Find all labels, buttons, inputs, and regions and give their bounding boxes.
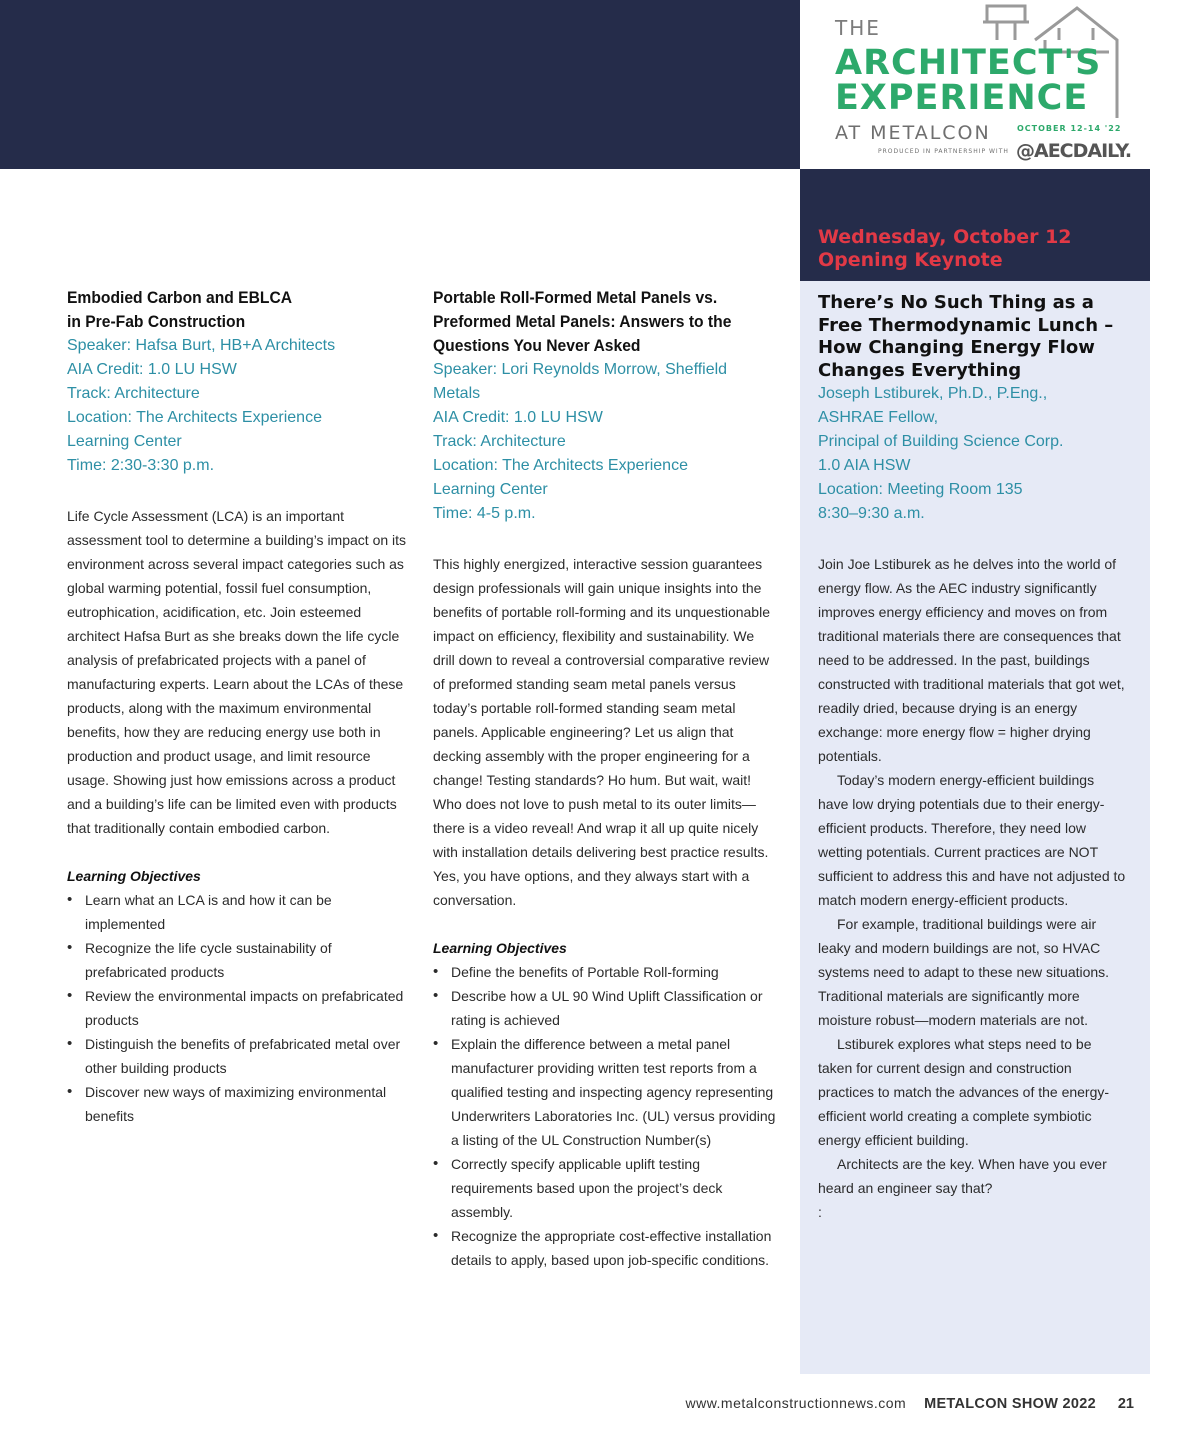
keynote-paragraph: Today’s modern energy-efficient buildings have low drying potentials due to their energy-efficient products. Therefore, they need low wetting potentials. Current practices are NOT sufficient to address this and have not adjusted to match modern energy-efficient products. <box>818 772 1126 908</box>
logo-title-line2: EXPERIENCE <box>835 78 1089 118</box>
keynote-speaker-company: Principal of Building Science Corp. <box>818 433 1064 450</box>
keynote-paragraph: Lstiburek explores what steps need to be taken for current design and construction practices to match the advances of the energy-efficient world creating a complete symbiotic energy efficient building. <box>818 1036 1110 1148</box>
session-speaker: Speaker: Hafsa Burt, HB+A Architects <box>67 337 336 354</box>
footer-show-name: METALCON SHOW 2022 <box>924 1396 1096 1412</box>
session-title: Portable Roll-Formed Metal Panels vs. Preformed Metal Panels: Answers to the Questions You Never Asked <box>433 288 732 355</box>
footer-url[interactable]: www.metalconstructionnews.com <box>685 1395 907 1411</box>
session-credit: AIA Credit: 1.0 LU HSW <box>433 409 603 426</box>
objective-item: • Explain the difference between a metal panel manufacturer providing written test reports from a qualified testing and inspecting agency representing Underwriters Laboratories Inc. (UL) versus providing a listing of the UL Construction Number(s) <box>433 1032 778 1152</box>
sidebar-heading <box>818 226 1072 272</box>
logo-at-metalcon: AT METALCON <box>835 122 991 144</box>
logo-title-line1: ARCHITECT'S <box>835 43 1102 83</box>
session-credit: AIA Credit: 1.0 LU HSW <box>67 361 237 378</box>
architects-experience-logo <box>800 0 1150 169</box>
objectives-heading: Learning Objectives <box>433 940 567 956</box>
sidebar-header <box>800 169 1150 281</box>
header-band <box>0 0 800 169</box>
keynote-title: There’s No Such Thing as a Free Thermodynamic Lunch – How Changing Energy Flow Changes Everything <box>818 292 1114 381</box>
session-roll-formed-panels <box>433 286 778 1272</box>
keynote-speaker-title: ASHRAE Fellow, <box>818 409 939 426</box>
keynote-paragraph: Join Joe Lstiburek as he delves into the world of energy flow. As the AEC industry significantly improves energy efficiency and moves on from traditional materials there are consequences that need to be addressed. In the past, buildings constructed with traditional materials that got wet, readily dried, because drying is an energy exchange: more energy flow = higher drying potentials. <box>818 556 1125 764</box>
session-description-text: This highly energized, interactive session guarantees design professionals will gain unique insights into the benefits of portable roll-forming and its unquestionable impact on efficiency, flexibility and sustainability. We drill down to reveal a controversial comparative review of preformed standing seam metal panels versus today’s portable roll-formed standing seam metal panels. Applicable engineering? Let us align that decking assembly with the proper engineering for a change! Testing standards? Ho hum. But wait, wait! Who does not love to push metal to its outer limits—there is a video reveal! And wrap it all up quite nicely with installation details delivering best practice results. Yes, you have options, and they always start with a conversation. <box>433 556 770 908</box>
session-meta <box>433 358 778 526</box>
session-title-line: Embodied Carbon and EBLCA <box>67 288 293 307</box>
session-description-text: Life Cycle Assessment (LCA) is an important assessment tool to determine a building’s impact on its environment across several impact categories such as global warming potential, fossil fuel consumption, eutrophication, acidification, etc. Join esteemed architect Hafsa Burt as she breaks down the life cycle analysis of prefabricated projects with a panel of manufacturing experts. Learn about the LCAs of these products, along with the maximum environmental benefits, how they are reducing energy use both in production and product usage, and limit resource usage. Showing just how emissions across a product and a building’s life can be limited even with products that traditionally contain embodied carbon. <box>67 508 407 836</box>
session-location: Location: The Architects Experience Learning Center <box>67 409 322 450</box>
logo-partner-text: PRODUCED IN PARTNERSHIP WITH <box>878 148 1009 155</box>
keynote-time: 8:30–9:30 a.m. <box>818 505 925 522</box>
objective-item: • Learn what an LCA is and how it can be implemented <box>67 888 412 936</box>
objective-item: • Review the environmental impacts on prefabricated products <box>67 984 412 1032</box>
keynote-credit: 1.0 AIA HSW <box>818 457 911 474</box>
objective-item: • Recognize the life cycle sustainability of prefabricated products <box>67 936 412 984</box>
objective-item: • Define the benefits of Portable Roll-forming <box>433 960 778 984</box>
objectives-list <box>433 960 778 1272</box>
logo-the: THE <box>835 16 881 40</box>
objective-item: • Correctly specify applicable uplift testing requirements based upon the project’s deck assembly. <box>433 1152 778 1224</box>
objectives-heading: Learning Objectives <box>67 868 201 884</box>
keynote-paragraph: Architects are the key. When have you ever heard an engineer say that? <box>818 1156 1107 1196</box>
sidebar-label: Opening Keynote <box>818 249 1003 271</box>
session-meta <box>67 334 412 478</box>
objective-item: • Describe how a UL 90 Wind Uplift Classification or rating is achieved <box>433 984 778 1032</box>
keynote-meta <box>818 382 1128 526</box>
objectives-list <box>67 888 412 1128</box>
objective-item: • Recognize the appropriate cost-effective installation details to apply, based upon job-specific conditions. <box>433 1224 778 1272</box>
sidebar-day: Wednesday, October 12 <box>818 226 1072 248</box>
keynote-speaker: Joseph Lstiburek, Ph.D., P.Eng., <box>818 385 1048 402</box>
page-footer <box>685 1395 1134 1412</box>
session-track: Track: Architecture <box>67 385 200 402</box>
keynote-location: Location: Meeting Room 135 <box>818 481 1023 498</box>
session-description <box>67 504 412 840</box>
objective-item: • Discover new ways of maximizing environmental benefits <box>67 1080 412 1128</box>
keynote-description <box>818 552 1128 1224</box>
logo-dates: OCTOBER 12-14 '22 <box>1017 124 1122 133</box>
logo-title <box>835 43 1102 118</box>
session-time: Time: 2:30-3:30 p.m. <box>67 457 215 474</box>
keynote-column <box>818 292 1128 1224</box>
session-title-line: in Pre-Fab Construction <box>67 312 246 331</box>
session-location: Location: The Architects Experience Learning Center <box>433 457 688 498</box>
session-time: Time: 4-5 p.m. <box>433 505 536 522</box>
keynote-paragraph: For example, traditional buildings were air leaky and modern buildings are not, so HVAC systems need to adapt to these new situations. Traditional materials are significantly more moisture robust—modern materials are not. <box>818 916 1110 1028</box>
session-track: Track: Architecture <box>433 433 566 450</box>
session-speaker: Speaker: Lori Reynolds Morrow, Sheffield Metals <box>433 361 728 402</box>
session-embodied-carbon <box>67 286 412 1128</box>
aecdaily-logo: @AECDAILY. <box>1016 140 1132 162</box>
session-description <box>433 552 778 912</box>
objective-item: • Distinguish the benefits of prefabricated metal over other building products <box>67 1032 412 1080</box>
session-title <box>67 286 384 334</box>
page-number: 21 <box>1117 1396 1134 1412</box>
trailing-colon: : <box>818 1204 822 1220</box>
